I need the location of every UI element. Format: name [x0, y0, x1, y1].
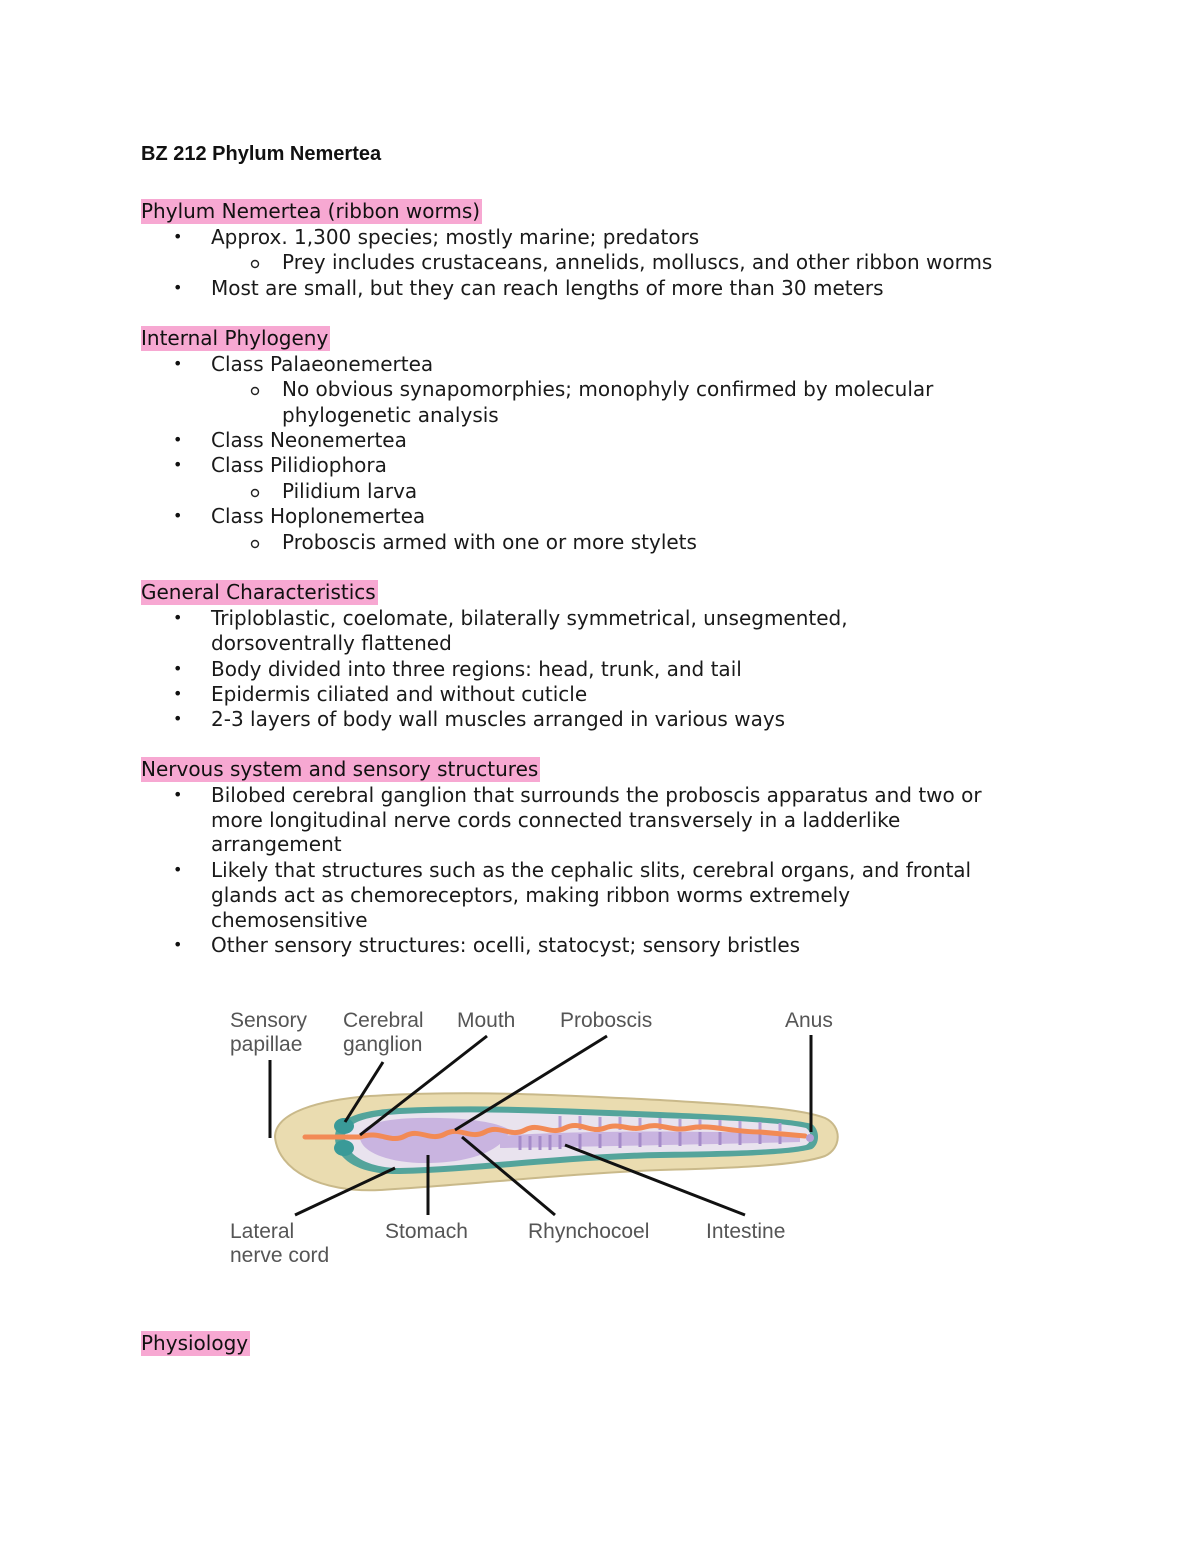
- list-item-continuation: glands act as chemoreceptors, making ribbon worms extremely: [211, 883, 851, 907]
- list-item: Prey includes crustaceans, annelids, molluscs, and other ribbon worms: [282, 250, 993, 274]
- bullet-icon: •: [173, 506, 183, 525]
- bullet-icon: •: [173, 709, 183, 728]
- cerebral-ganglion-shape: [334, 1118, 354, 1134]
- anus-shape: [806, 1134, 814, 1142]
- list-item-continuation: phylogenetic analysis: [282, 403, 499, 427]
- section-heading-phylogeny: Internal Phylogeny: [141, 326, 329, 350]
- section-heading-phylum: Phylum Nemertea (ribbon worms): [141, 199, 481, 223]
- document-title: BZ 212 Phylum Nemertea: [141, 143, 382, 165]
- list-item: Proboscis armed with one or more stylets: [282, 530, 697, 554]
- list-item: Bilobed cerebral ganglion that surrounds the proboscis apparatus and two or: [211, 783, 982, 807]
- label-sensory-papillae: papillae: [230, 1033, 303, 1056]
- bullet-icon: •: [173, 659, 183, 678]
- label-lateral-nerve-cord: nerve cord: [230, 1244, 330, 1267]
- bullet-icon: •: [173, 430, 183, 449]
- label-proboscis: Proboscis: [560, 1009, 653, 1032]
- label-rhynchocoel: Rhynchocoel: [528, 1220, 650, 1243]
- bullet-icon: •: [173, 455, 183, 474]
- list-item-continuation: arrangement: [211, 832, 342, 856]
- label-mouth: Mouth: [457, 1009, 516, 1032]
- bullet-icon: •: [173, 785, 183, 804]
- bullet-icon: •: [173, 684, 183, 703]
- list-item: Class Pilidiophora: [211, 453, 387, 477]
- label-intestine: Intestine: [706, 1220, 786, 1243]
- list-item: Likely that structures such as the cephalic slits, cerebral organs, and frontal: [211, 858, 972, 882]
- bullet-icon: •: [173, 354, 183, 373]
- list-item: 2-3 layers of body wall muscles arranged in various ways: [211, 707, 786, 731]
- list-item: Approx. 1,300 species; mostly marine; predators: [211, 225, 700, 249]
- label-stomach: Stomach: [385, 1220, 468, 1243]
- list-item: Other sensory structures: ocelli, statocyst; sensory bristles: [211, 933, 801, 957]
- bullet-icon: •: [173, 227, 183, 246]
- cerebral-ganglion-shape-lower: [334, 1140, 354, 1156]
- label-lateral-nerve-cord: Lateral: [230, 1220, 295, 1243]
- list-item: Class Neonemertea: [211, 428, 407, 452]
- list-item: Epidermis ciliated and without cuticle: [211, 682, 588, 706]
- list-item-continuation: chemosensitive: [211, 908, 368, 932]
- list-item: Class Hoplonemertea: [211, 504, 426, 528]
- section-heading-nervous-system: Nervous system and sensory structures: [141, 757, 539, 781]
- section-heading-characteristics: General Characteristics: [141, 580, 376, 604]
- label-cerebral-ganglion: ganglion: [343, 1033, 423, 1056]
- bullet-icon: •: [173, 935, 183, 954]
- label-sensory-papillae: Sensory: [230, 1009, 308, 1032]
- label-anus: Anus: [785, 1009, 833, 1032]
- list-item-continuation: more longitudinal nerve cords connected transversely in a ladderlike: [211, 808, 901, 832]
- bullet-icon: •: [173, 608, 183, 627]
- list-item: Body divided into three regions: head, trunk, and tail: [211, 657, 742, 681]
- bullet-icon: •: [173, 860, 183, 879]
- list-item: No obvious synapomorphies; monophyly confirmed by molecular: [282, 377, 934, 401]
- section-heading-physiology: Physiology: [141, 1331, 249, 1355]
- label-cerebral-ganglion: Cerebral: [343, 1009, 424, 1032]
- bullet-icon: •: [173, 278, 183, 297]
- list-item: Most are small, but they can reach lengths of more than 30 meters: [211, 276, 884, 300]
- list-item: Class Palaeonemertea: [211, 352, 434, 376]
- list-item: Pilidium larva: [282, 479, 418, 503]
- list-item-continuation: dorsoventrally flattened: [211, 631, 452, 655]
- list-item: Triploblastic, coelomate, bilaterally symmetrical, unsegmented,: [211, 606, 848, 630]
